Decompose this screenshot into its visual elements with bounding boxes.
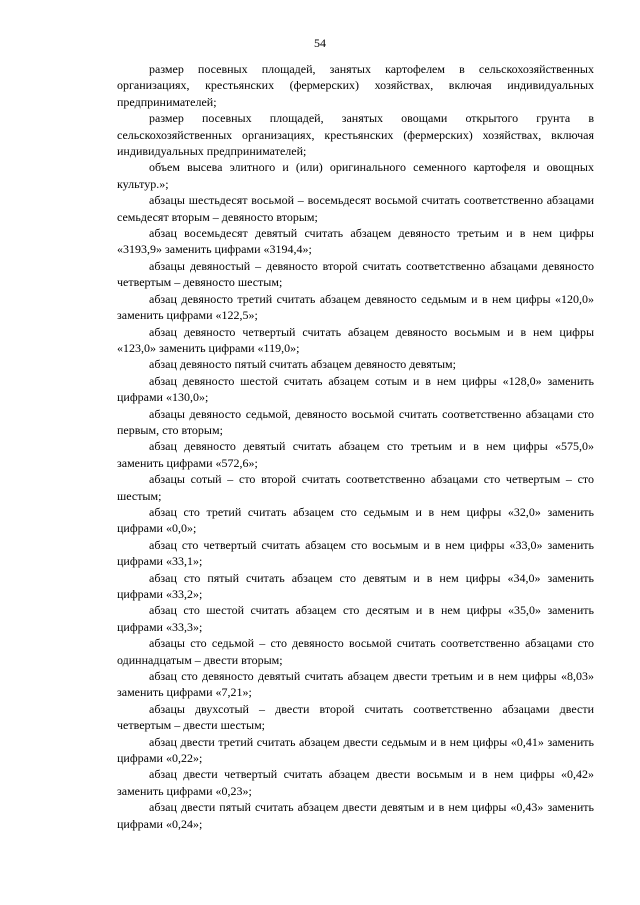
paragraph-23: абзац двести пятый считать абзацем двести девятым и в нем цифры «0,43» заменить цифрами «0,24»; (117, 800, 594, 831)
paragraph-1: размер посевных площадей, занятых картофелем в сельскохозяйственных организациях, крестьянских (фермерских) хозяйствах, включая индивидуальных предпринимателей; (117, 62, 594, 109)
document-body (117, 61, 594, 832)
paragraph-17: абзац сто шестой считать абзацем сто десятым и в нем цифры «35,0» заменить цифрами «33,3»; (117, 603, 594, 634)
paragraph-19: абзац сто девяносто девятый считать абзацем двести третьим и в нем цифры «8,03» заменить цифрами «7,21»; (117, 669, 594, 700)
paragraph-7: абзац девяносто третий считать абзацем девяносто седьмым и в нем цифры «120,0» заменить цифрами «122,5»; (117, 291, 594, 323)
paragraph-11: абзацы девяносто седьмой, девяносто восьмой считать соответственно абзацами сто первым, сто вторым; (117, 406, 594, 437)
paragraph-21: абзац двести третий считать абзацем двести седьмым и в нем цифры «0,41» заменить цифрами «0,22»; (117, 734, 594, 766)
paragraph-4: абзацы шестьдесят восьмой – восемьдесят восьмой считать соответственно абзацами семьдесят вторым – девяносто вторым; (117, 193, 594, 224)
paragraph-13: абзацы сотый – сто второй считать соответственно абзацами сто четвертым – сто шестым; (117, 472, 594, 503)
paragraph-3: объем высева элитного и (или) оригинального семенного картофеля и овощных культур.»; (117, 160, 594, 191)
paragraph-6: абзацы девяностый – девяносто второй считать соответственно абзацами девяносто четвертым – девяносто шестым; (117, 258, 594, 290)
paragraph-15: абзац сто четвертый считать абзацем сто восьмым и в нем цифры «33,0» заменить цифрами «33,1»; (117, 537, 594, 569)
paragraph-20: абзацы двухсотый – двести второй считать соответственно абзацами двести четвертым – двести шестым; (117, 701, 594, 733)
paragraph-16: абзац сто пятый считать абзацем сто девятым и в нем цифры «34,0» заменить цифрами «33,2»; (117, 570, 594, 601)
paragraph-22: абзац двести четвертый считать абзацем двести восьмым и в нем цифры «0,42» заменить цифрами «0,23»; (117, 767, 594, 798)
paragraph-14: абзац сто третий считать абзацем сто седьмым и в нем цифры «32,0» заменить цифрами «0,0»; (117, 504, 594, 536)
paragraph-5: абзац восемьдесят девятый считать абзацем девяносто третьим и в нем цифры «3193,9» заменить цифрами «3194,4»; (117, 226, 594, 257)
paragraph-12: абзац девяносто девятый считать абзацем сто третьим и в нем цифры «575,0» заменить цифрами «572,6»; (117, 439, 594, 470)
paragraph-8: абзац девяносто четвертый считать абзацем девяносто восьмым и в нем цифры «123,0» заменить цифрами «119,0»; (117, 324, 594, 355)
page-number: 54 (314, 36, 326, 50)
paragraph-2: размер посевных площадей, занятых овощами открытого грунта в сельскохозяйственных организациях, крестьянских (фермерских) хозяйствах, включая индивидуальных предпринимателей; (117, 111, 594, 159)
paragraph-10: абзац девяносто шестой считать абзацем сотым и в нем цифры «128,0» заменить цифрами «130,0»; (117, 373, 594, 405)
paragraph-18: абзацы сто седьмой – сто девяносто восьмой считать соответственно абзацами сто одиннадцатым – двести вторым; (117, 636, 594, 667)
paragraph-9: абзац девяносто пятый считать абзацем девяносто девятым; (149, 357, 456, 372)
